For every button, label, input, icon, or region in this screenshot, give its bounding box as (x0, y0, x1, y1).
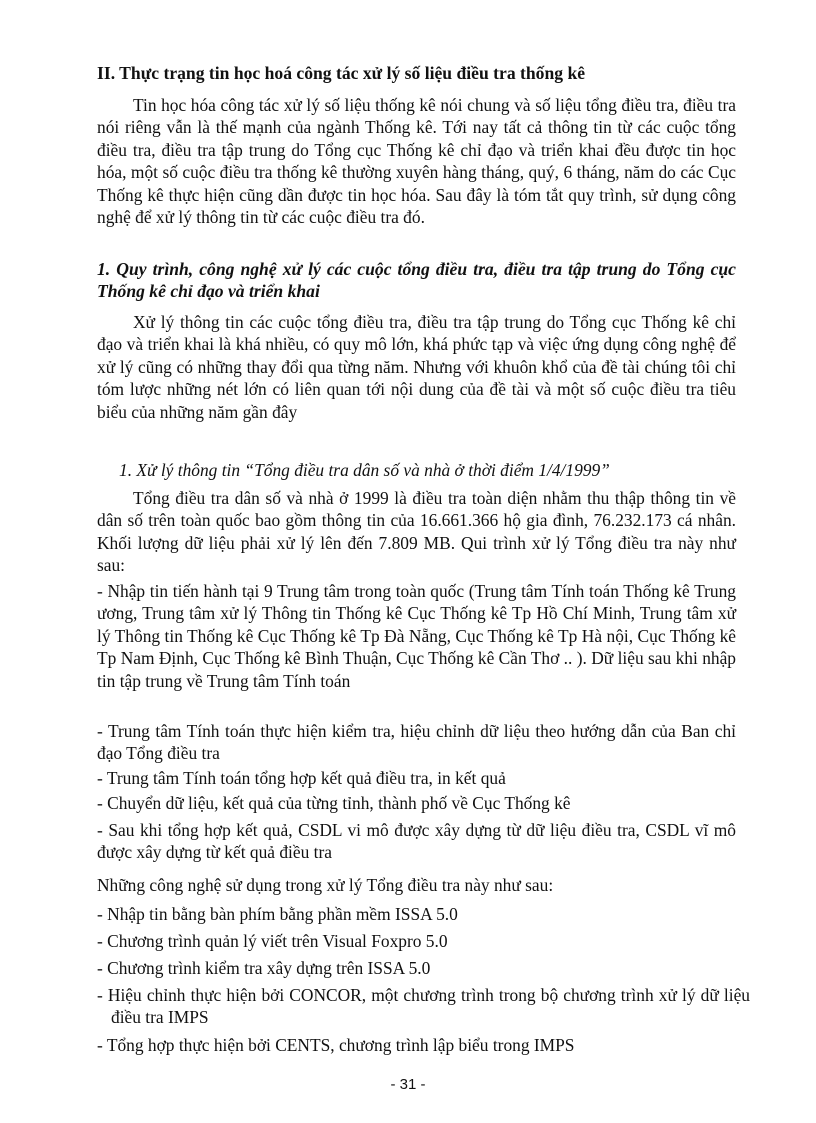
intro-paragraph: Tin học hóa công tác xử lý số liệu thống kê nói chung và số liệu tổng điều tra, điều tra nói riêng vẫn là thế mạnh của ngành Thống kê. Tới nay tất cả thông tin từ các cuộc tổng điều tra, điều tra tập trung do Tổng cục Thống kê chỉ đạo và triển khai đều được tin học hóa, một số cuộc điều tra thống kê thường xuyên hàng tháng, quý, 6 tháng, năm do các Cục Thống kê thực hiện cũng dần được tin học hóa. Sau đây là tóm tắt quy trình, sử dụng công nghệ để xử lý thông tin từ các cuộc điều tra đó. (97, 95, 736, 228)
section-heading: II. Thực trạng tin học hoá công tác xử lý số liệu điều tra thống kê (97, 63, 586, 83)
technology-item: - Hiệu chỉnh thực hiện bởi CONCOR, một chương trình trong bộ chương trình xử lý dữ liệu điều tra IMPS (97, 985, 750, 1028)
subsection-1-heading: 1. Quy trình, công nghệ xử lý các cuộc tổng điều tra, điều tra tập trung do Tổng cục Thống kê chỉ đạo và triển khai (97, 259, 736, 302)
subsection-1-paragraph: Xử lý thông tin các cuộc tổng điều tra, điều tra tập trung do Tổng cục Thống kê chỉ đạo và triển khai là khá nhiều, có quy mô lớn, khá phức tạp và việc ứng dụng công nghệ để xử lý cũng có những thay đổi qua từng năm. Nhưng với khuôn khổ của đề tài chúng tôi chỉ tóm lược những nét lớn có liên quan tới nội dung của đề tài và một số cuộc điều tra tiêu biểu của những năm gần đây (97, 312, 736, 422)
technology-intro: Những công nghệ sử dụng trong xử lý Tổng điều tra này như sau: (97, 875, 554, 895)
process-item: - Sau khi tổng hợp kết quả, CSDL vi mô được xây dựng từ dữ liệu điều tra, CSDL vĩ mô được xây dựng từ kết quả điều tra (97, 820, 736, 863)
technology-item: - Tổng hợp thực hiện bởi CENTS, chương trình lập biểu trong IMPS (97, 1035, 575, 1055)
process-item: - Trung tâm Tính toán thực hiện kiểm tra, hiệu chỉnh dữ liệu theo hướng dẫn của Ban chỉ đạo Tổng điều tra (97, 721, 736, 764)
process-item: - Nhập tin tiến hành tại 9 Trung tâm trong toàn quốc (Trung tâm Tính toán Thống kê Trung ương, Trung tâm xử lý Thông tin Thống kê Cục Thống kê Tp Hồ Chí Minh, Trung tâm xử lý Thông tin Thống kê Cục Thống kê Tp Đà Nẵng, Cục Thống kê Tp Hà nội, Cục Thống kê Tp Nam Định, Cục Thống kê Bình Thuận, Cục Thống kê Cần Thơ .. ). Dữ liệu sau khi nhập tin tập trung về Trung tâm Tính toán (97, 581, 736, 691)
technology-item: - Chương trình kiểm tra xây dựng trên ISSA 5.0 (97, 958, 431, 978)
technology-item: - Chương trình quản lý viết trên Visual Foxpro 5.0 (97, 931, 448, 951)
census-subheading: 1. Xử lý thông tin “Tổng điều tra dân số và nhà ở thời điểm 1/4/1999” (119, 460, 610, 480)
process-item: - Trung tâm Tính toán tổng hợp kết quả điều tra, in kết quả (97, 768, 506, 788)
page-number: - 31 - (390, 1076, 426, 1093)
process-item: - Chuyển dữ liệu, kết quả của từng tỉnh, thành phố về Cục Thống kê (97, 793, 571, 813)
technology-item: - Nhập tin bằng bàn phím bằng phần mềm ISSA 5.0 (97, 904, 458, 924)
census-paragraph: Tổng điều tra dân số và nhà ở 1999 là điều tra toàn diện nhằm thu thập thông tin về dân số trên toàn quốc bao gồm thông tin của 16.661.366 hộ gia đình, 76.232.173 cá nhân. Khối lượng dữ liệu phải xử lý lên đến 7.809 MB. Qui trình xử lý Tổng điều tra này như sau: (97, 488, 736, 576)
